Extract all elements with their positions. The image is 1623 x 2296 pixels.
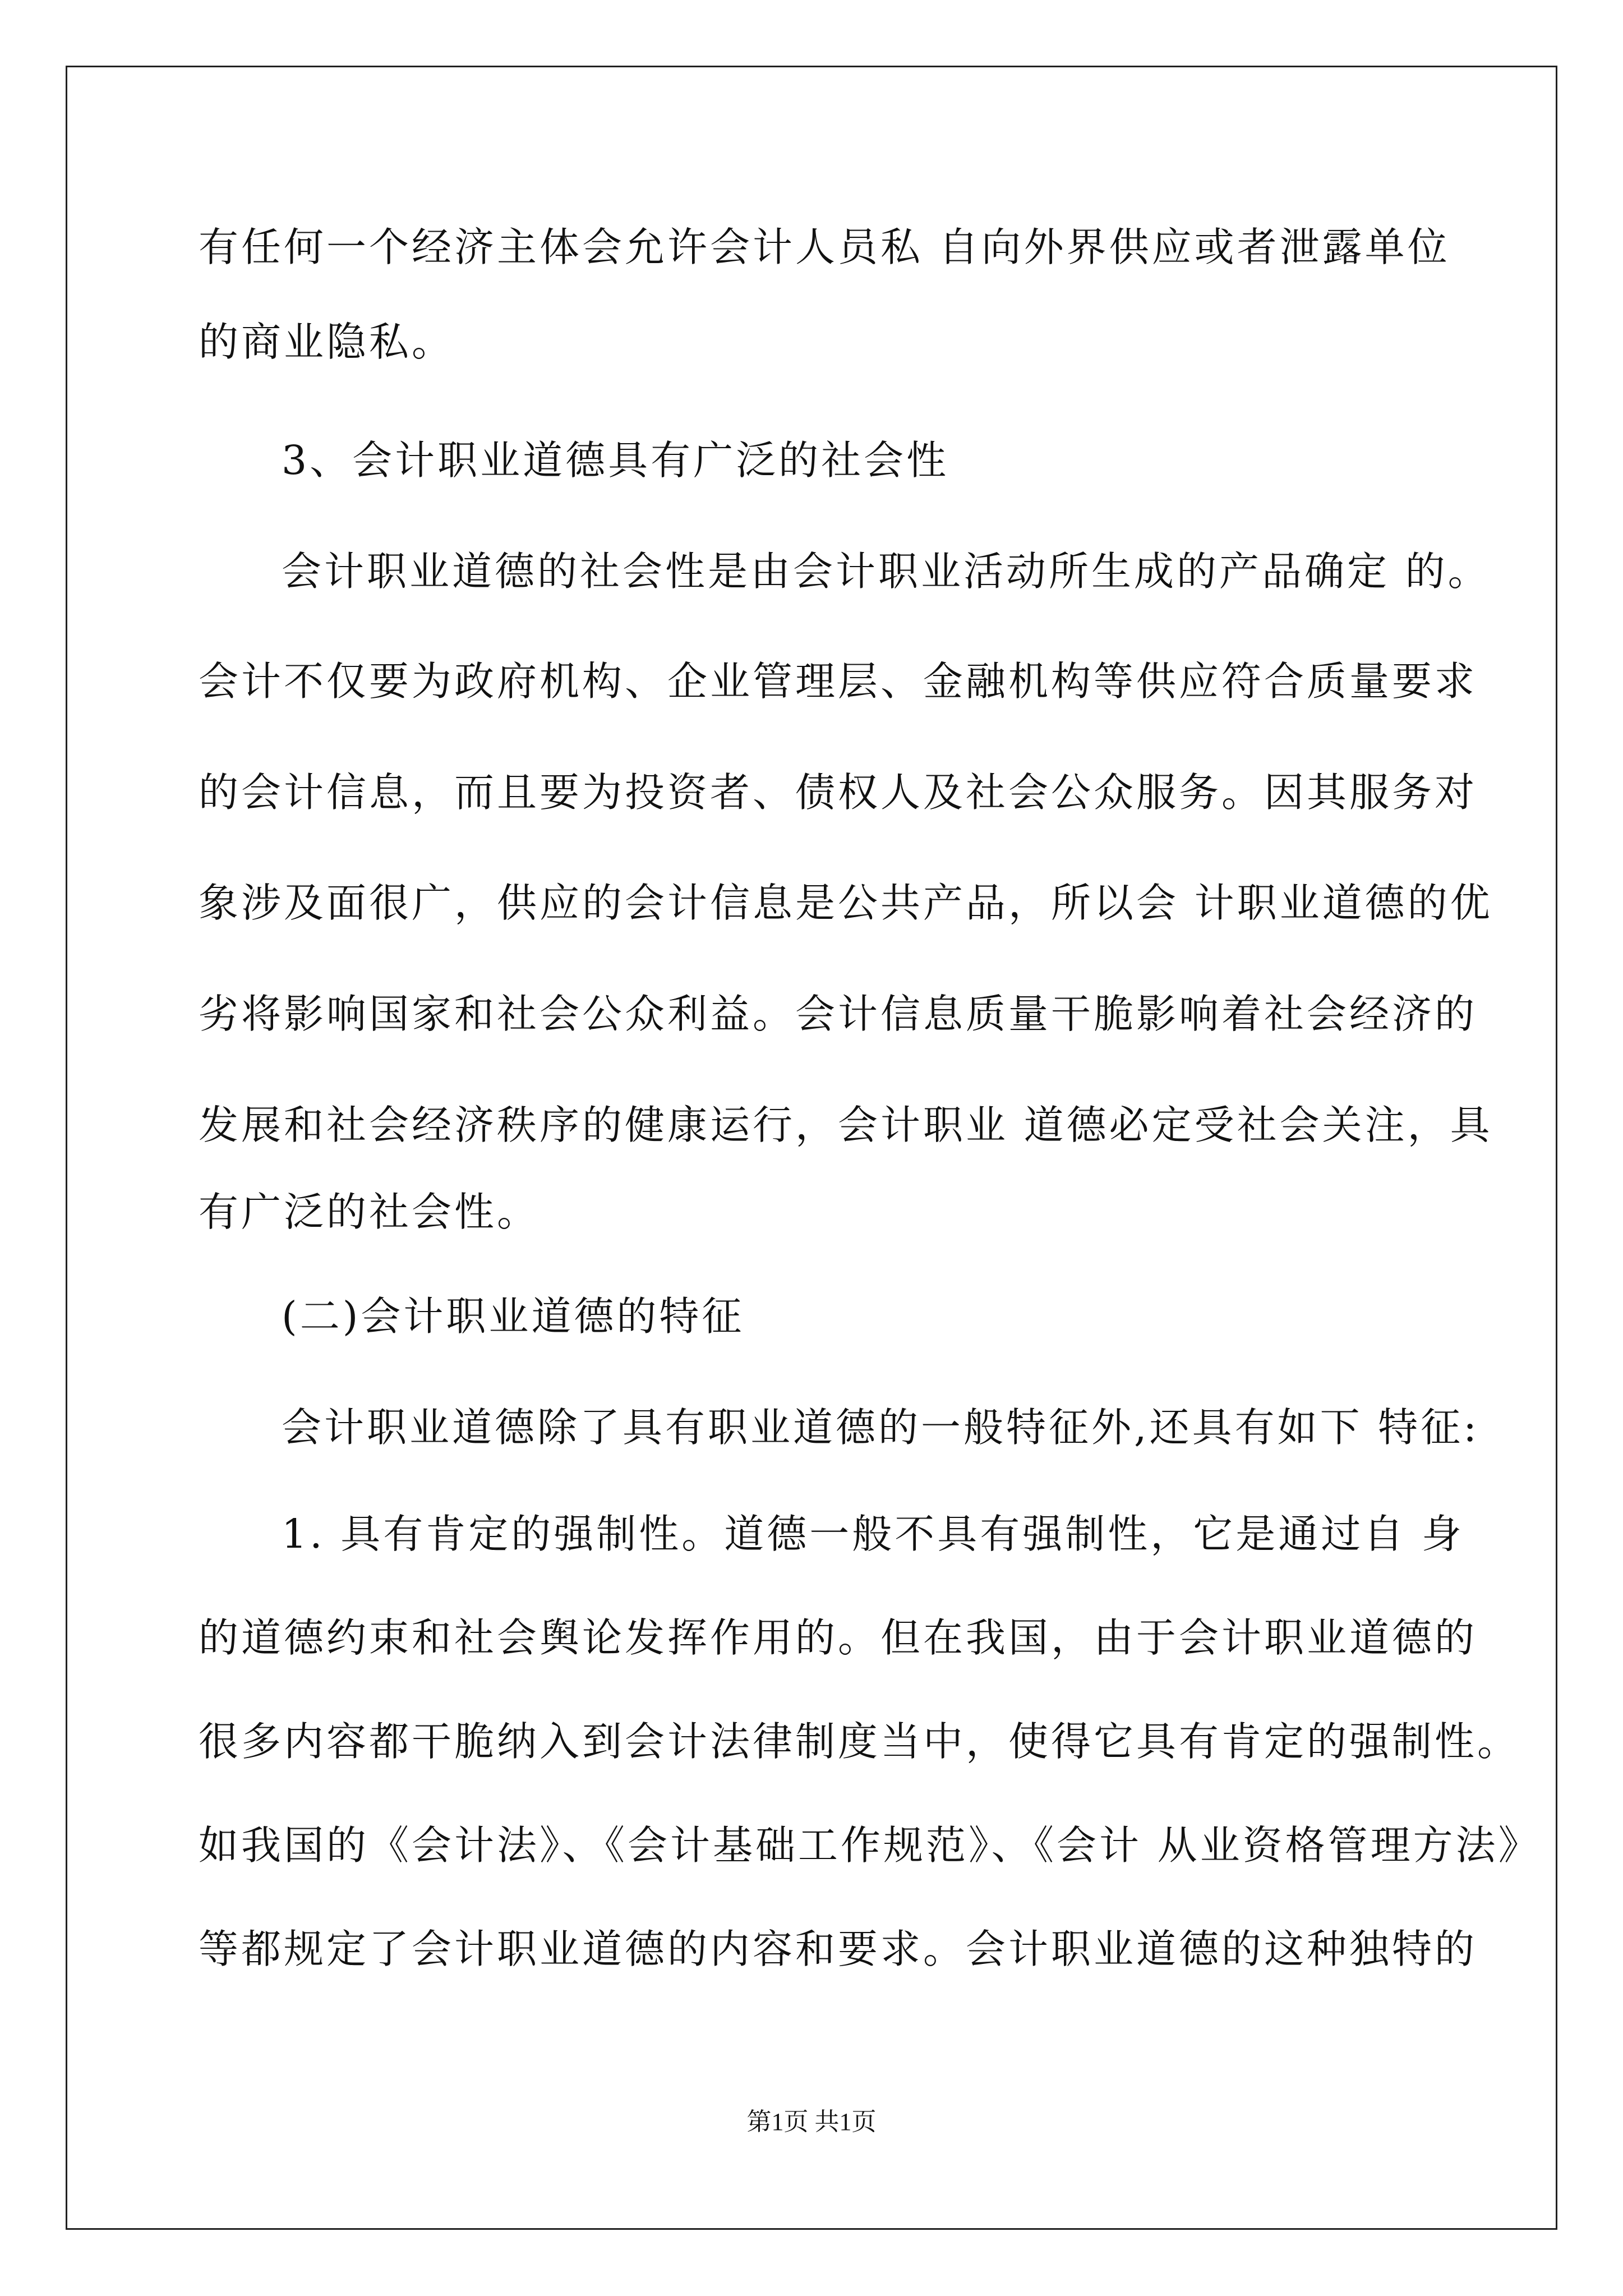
section-heading: 3、会计职业道德具有广泛的社会性: [282, 437, 949, 484]
page-footer: 第1页 共1页: [746, 2108, 877, 2136]
text-line: 的道德约束和社会舆论发挥作用的。但在我国，由于会计职业道德的: [199, 1614, 1478, 1661]
text-line: 有任何一个经济主体会允许会计人员私 自向外界供应或者泄露单位: [199, 224, 1450, 270]
text-line: 很多内容都干脆纳入到会计法律制度当中，使得它具有肯定的强制性。: [199, 1718, 1520, 1765]
text-line: 会计职业道德的社会性是由会计职业活动所生成的产品确定 的。: [282, 548, 1491, 595]
text-line: 会计职业道德除了具有职业道德的一般特征外,还具有如下 特征:: [282, 1404, 1480, 1451]
text-line: 1. 具有肯定的强制性。道德一般不具有强制性，它是通过自 身: [282, 1511, 1464, 1557]
text-line: 会计不仅要为政府机构、企业管理层、金融机构等供应符合质量要求: [199, 658, 1478, 705]
text-line: 象涉及面很广，供应的会计信息是公共产品，所以会 计职业道德的优: [199, 880, 1493, 926]
text-line: 发展和社会经济秩序的健康运行，会计职业 道德必定受社会关注，具: [199, 1102, 1493, 1148]
text-line: 的会计信息，而且要为投资者、债权人及社会公众服务。因其服务对: [199, 769, 1478, 816]
text-line: 等都规定了会计职业道德的内容和要求。会计职业道德的这种独特的: [199, 1926, 1478, 1972]
text-line: 劣将影响国家和社会公众利益。会计信息质量干脆影响着社会经济的: [199, 991, 1478, 1037]
text-line: 有广泛的社会性。: [199, 1189, 540, 1235]
text-line: 的商业隐私。: [199, 319, 455, 365]
text-line: 如我国的《会计法》、《会计基础工作规范》、《会计 从业资格管理方法》: [199, 1822, 1541, 1869]
section-heading: (二)会计职业道德的特征: [282, 1293, 745, 1340]
